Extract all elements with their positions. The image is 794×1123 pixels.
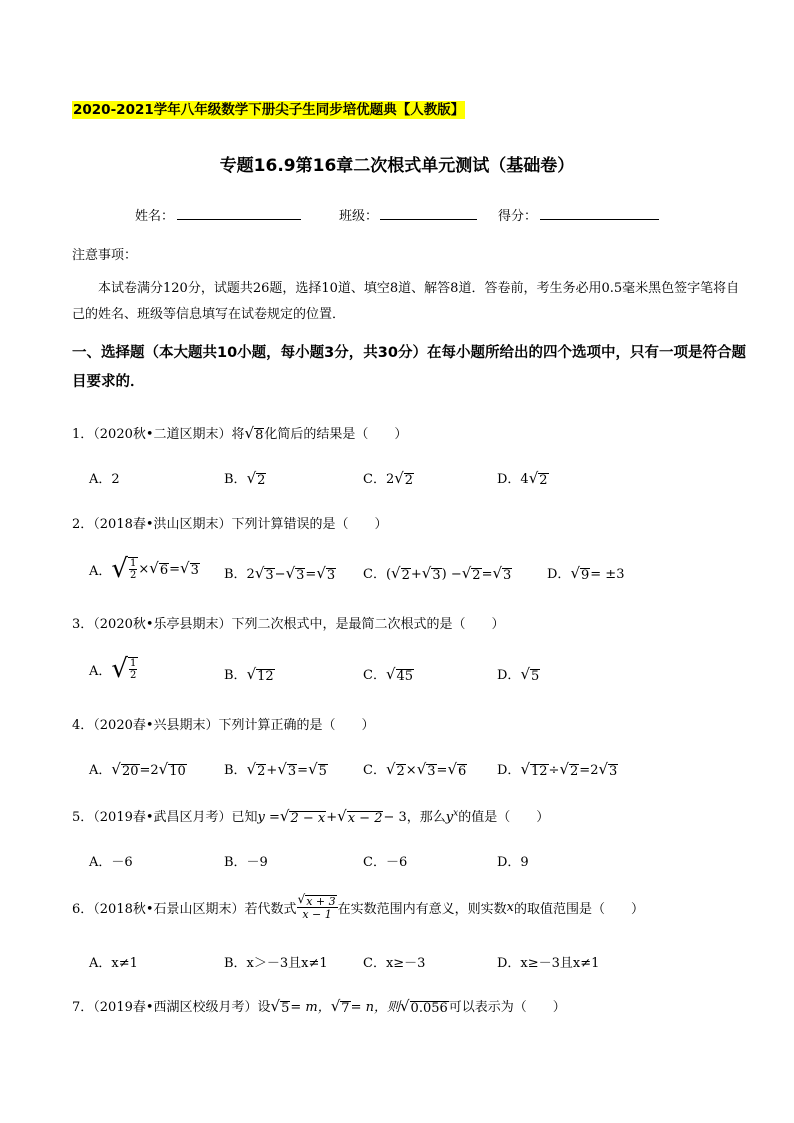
class-label: 班级：: [339, 209, 379, 224]
option-d[interactable]: D． √ 5: [497, 665, 540, 684]
section-heading: 一、选择题（本大题共10小题，每小题3分，共30分）在每小题所给出的四个选项中，只有一项是符合题目要求的．: [72, 345, 746, 390]
option-d[interactable]: D． √ 12 ÷ √ 2 =2 √ 3: [497, 760, 618, 779]
option-b[interactable]: B． √ 2 + √ 3 = √ 5: [224, 760, 327, 779]
class-field[interactable]: [380, 219, 477, 220]
option-c[interactable]: C．( √ 2 + √ 3 ) − √ 2 = √ 3: [363, 564, 512, 583]
page-title: 专题16.9第16章二次根式单元测试（基础卷）: [219, 156, 575, 176]
option-b[interactable]: B．x＞－3且x≠1: [224, 956, 328, 971]
question-1: [72, 423, 407, 443]
question-7: 7．（2019春•西湖区校级月考）设 √ 5 = m， √ 7 = n，则 √ 0.056 可以表示为（ ）: [72, 997, 566, 1016]
option-c[interactable]: C．－6: [363, 855, 408, 870]
question-3: 3．（2020秋•乐亭县期末）下列二次根式中，是最简二次根式的是（ ）: [72, 617, 505, 632]
header-tag: 2020-2021学年八年级数学下册尖子生同步培优题典【人教版】: [73, 102, 465, 118]
option-b[interactable]: B．2 √ 3 − √ 3 = √ 3: [224, 564, 336, 583]
name-field[interactable]: [177, 219, 301, 220]
option-a[interactable]: A． √ $\frac{1}{2}$ × √ 6 = √ 3: [89, 554, 199, 584]
question-4: 4．（2020春•兴县期末）下列计算正确的是（ ）: [72, 718, 375, 733]
option-b[interactable]: B． √ 12: [224, 665, 274, 684]
question-2: 2．（2018春•洪山区期末）下列计算错误的是（ ）: [72, 517, 388, 532]
question-5: 5．（2019春•武昌区月考）已知y = √ 2 − x + √ x − 2 − 3，那么$y^x$的值是（ ）: [72, 807, 550, 826]
question-text: 化简后的结果是（ ）: [264, 427, 408, 442]
option-c[interactable]: C． √ 2 × √ 3 = √ 6: [363, 760, 467, 779]
option-d[interactable]: D． √ 9 = ±3: [547, 564, 625, 583]
option-a[interactable]: A．2: [89, 472, 120, 487]
option-d[interactable]: D．4 √ 2: [497, 469, 548, 488]
score-field[interactable]: [540, 219, 659, 220]
option-a[interactable]: A． √ $\frac{1}{2}$: [89, 654, 137, 684]
option-d[interactable]: D．x≥－3且x≠1: [497, 956, 600, 971]
sqrt-expression: √ 8: [244, 424, 264, 443]
option-a[interactable]: A．x≠1: [89, 956, 138, 971]
question-6: 6．（2018秋•石景山区期末）若代数式 √ x + 3 x − 1 在实数范围内有意义，则实数 x 的取值范围是（ ）: [72, 892, 644, 921]
option-c[interactable]: C．2 √ 2: [363, 469, 414, 488]
option-c[interactable]: C． √ 45: [363, 665, 414, 684]
option-b[interactable]: B． √ 2: [224, 469, 266, 488]
option-c[interactable]: C．x≥－3: [363, 956, 426, 971]
notice-body: 本试卷满分120分，试题共26题，选择10道、填空8道、解答8道．答卷前，考生务必用0.5毫米黑色签字笔将自己的姓名、班级等信息填写在试卷规定的位置．: [72, 281, 740, 322]
score-label: 得分：: [498, 209, 538, 224]
question-text: 1．（2020秋•二道区期末）将: [72, 427, 245, 442]
option-a[interactable]: A．－6: [89, 855, 133, 870]
notice-heading: 注意事项：: [72, 248, 138, 263]
name-label: 姓名：: [135, 209, 175, 224]
option-a[interactable]: A． √ 20 =2 √ 10: [89, 760, 186, 779]
option-b[interactable]: B．－9: [224, 855, 268, 870]
option-d[interactable]: D．9: [497, 855, 529, 870]
